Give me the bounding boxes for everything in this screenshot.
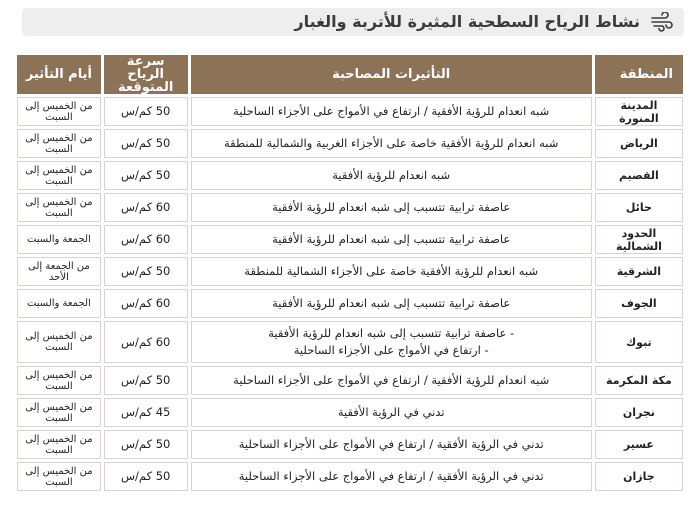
table-row — [17, 321, 683, 363]
table-header-row — [17, 55, 683, 94]
effects-cell — [191, 129, 592, 158]
effect-line: تدني في الرؤية الأفقية / ارتفاع في الأمواج على الأجزاء الساحلية — [238, 469, 544, 483]
wind-icon — [650, 12, 674, 32]
days-cell: من الجمعة إلى الأحد — [17, 257, 101, 286]
table-row — [17, 257, 683, 286]
region-cell: تبوك — [595, 321, 683, 363]
table-row — [17, 129, 683, 158]
region-cell: عسير — [595, 430, 683, 459]
effects-cell — [191, 398, 592, 427]
table-row — [17, 462, 683, 491]
speed-cell: 50 كم/س — [104, 257, 188, 286]
speed-cell: 50 كم/س — [104, 97, 188, 126]
effect-line: عاصفة ترابية تتسبب إلى شبه انعدام للرؤية الأفقية — [272, 296, 511, 310]
effect-line: شبه انعدام للرؤية الأفقية / ارتفاع في الأمواج على الأجزاء الساحلية — [233, 104, 550, 118]
region-cell: الشرقية — [595, 257, 683, 286]
effects-cell — [191, 225, 592, 254]
effect-line: شبه انعدام للرؤية الأفقية — [332, 168, 451, 182]
days-cell: الجمعة والسبت — [17, 289, 101, 318]
table-row — [17, 97, 683, 126]
effects-cell — [191, 366, 592, 395]
title-bar — [22, 8, 684, 36]
table-row — [17, 289, 683, 318]
region-cell: القصيم — [595, 161, 683, 190]
speed-cell: 60 كم/س — [104, 193, 188, 222]
table-row — [17, 430, 683, 459]
table-row — [17, 193, 683, 222]
effects-cell — [191, 321, 592, 363]
table-row — [17, 225, 683, 254]
effects-cell — [191, 289, 592, 318]
speed-cell: 45 كم/س — [104, 398, 188, 427]
speed-cell: 50 كم/س — [104, 129, 188, 158]
effects-cell — [191, 257, 592, 286]
header-speed: سرعة الرياح المتوقعة — [104, 55, 188, 94]
wind-activity-table — [14, 52, 686, 494]
days-cell: من الخميس إلى السبت — [17, 193, 101, 222]
page-title: نشاط الرياح السطحية المثيرة للأتربة والغبار — [294, 12, 640, 31]
days-cell: من الخميس إلى السبت — [17, 161, 101, 190]
days-cell: من الخميس إلى السبت — [17, 129, 101, 158]
region-cell: مكة المكرمة — [595, 366, 683, 395]
effect-line: شبه انعدام للرؤية الأفقية / ارتفاع في الأمواج على الأجزاء الساحلية — [233, 373, 550, 387]
speed-cell: 50 كم/س — [104, 462, 188, 491]
effect-line: عاصفة ترابية تتسبب إلى شبه انعدام للرؤية الأفقية — [272, 232, 511, 246]
effect-line: تدني في الرؤية الأفقية / ارتفاع في الأمواج على الأجزاء الساحلية — [238, 437, 544, 451]
region-cell: الجوف — [595, 289, 683, 318]
effect-line: شبه انعدام للرؤية الأفقية خاصة على الأجزاء الشمالية للمنطقة — [244, 264, 539, 278]
region-cell: حائل — [595, 193, 683, 222]
effects-cell — [191, 97, 592, 126]
effect-line: - عاصفة ترابية تتسبب إلى شبه انعدام للرؤية الأفقية — [268, 326, 515, 340]
header-region: المنطقة — [595, 55, 683, 94]
table-body — [17, 97, 683, 491]
effects-cell — [191, 430, 592, 459]
region-cell: المدينة المنورة — [595, 97, 683, 126]
effect-line: تدني في الرؤية الأفقية — [337, 405, 445, 419]
effect-line: شبه انعدام للرؤية الأفقية خاصة على الأجزاء الغربية والشمالية للمنطقة — [223, 136, 559, 150]
region-cell: الرياض — [595, 129, 683, 158]
header-days: أيام التأثير — [17, 55, 101, 94]
region-cell: جازان — [595, 462, 683, 491]
speed-cell: 60 كم/س — [104, 289, 188, 318]
effects-cell — [191, 161, 592, 190]
table-row — [17, 161, 683, 190]
effect-line: عاصفة ترابية تتسبب إلى شبه انعدام للرؤية الأفقية — [272, 200, 511, 214]
region-cell: الحدود الشمالية — [595, 225, 683, 254]
days-cell: من الخميس إلى السبت — [17, 366, 101, 395]
effects-cell — [191, 462, 592, 491]
days-cell: من الخميس إلى السبت — [17, 462, 101, 491]
header-effects: التأثيرات المصاحبة — [191, 55, 592, 94]
days-cell: من الخميس إلى السبت — [17, 97, 101, 126]
days-cell: الجمعة والسبت — [17, 225, 101, 254]
speed-cell: 60 كم/س — [104, 225, 188, 254]
speed-cell: 50 كم/س — [104, 430, 188, 459]
days-cell: من الخميس إلى السبت — [17, 430, 101, 459]
effects-cell — [191, 193, 592, 222]
days-cell: من الخميس إلى السبت — [17, 398, 101, 427]
days-cell: من الخميس إلى السبت — [17, 321, 101, 363]
table-row — [17, 398, 683, 427]
table-row — [17, 366, 683, 395]
effect-line: - ارتفاع في الأمواج على الأجزاء الساحلية — [293, 343, 489, 357]
speed-cell: 50 كم/س — [104, 161, 188, 190]
speed-cell: 60 كم/س — [104, 321, 188, 363]
speed-cell: 50 كم/س — [104, 366, 188, 395]
region-cell: نجران — [595, 398, 683, 427]
